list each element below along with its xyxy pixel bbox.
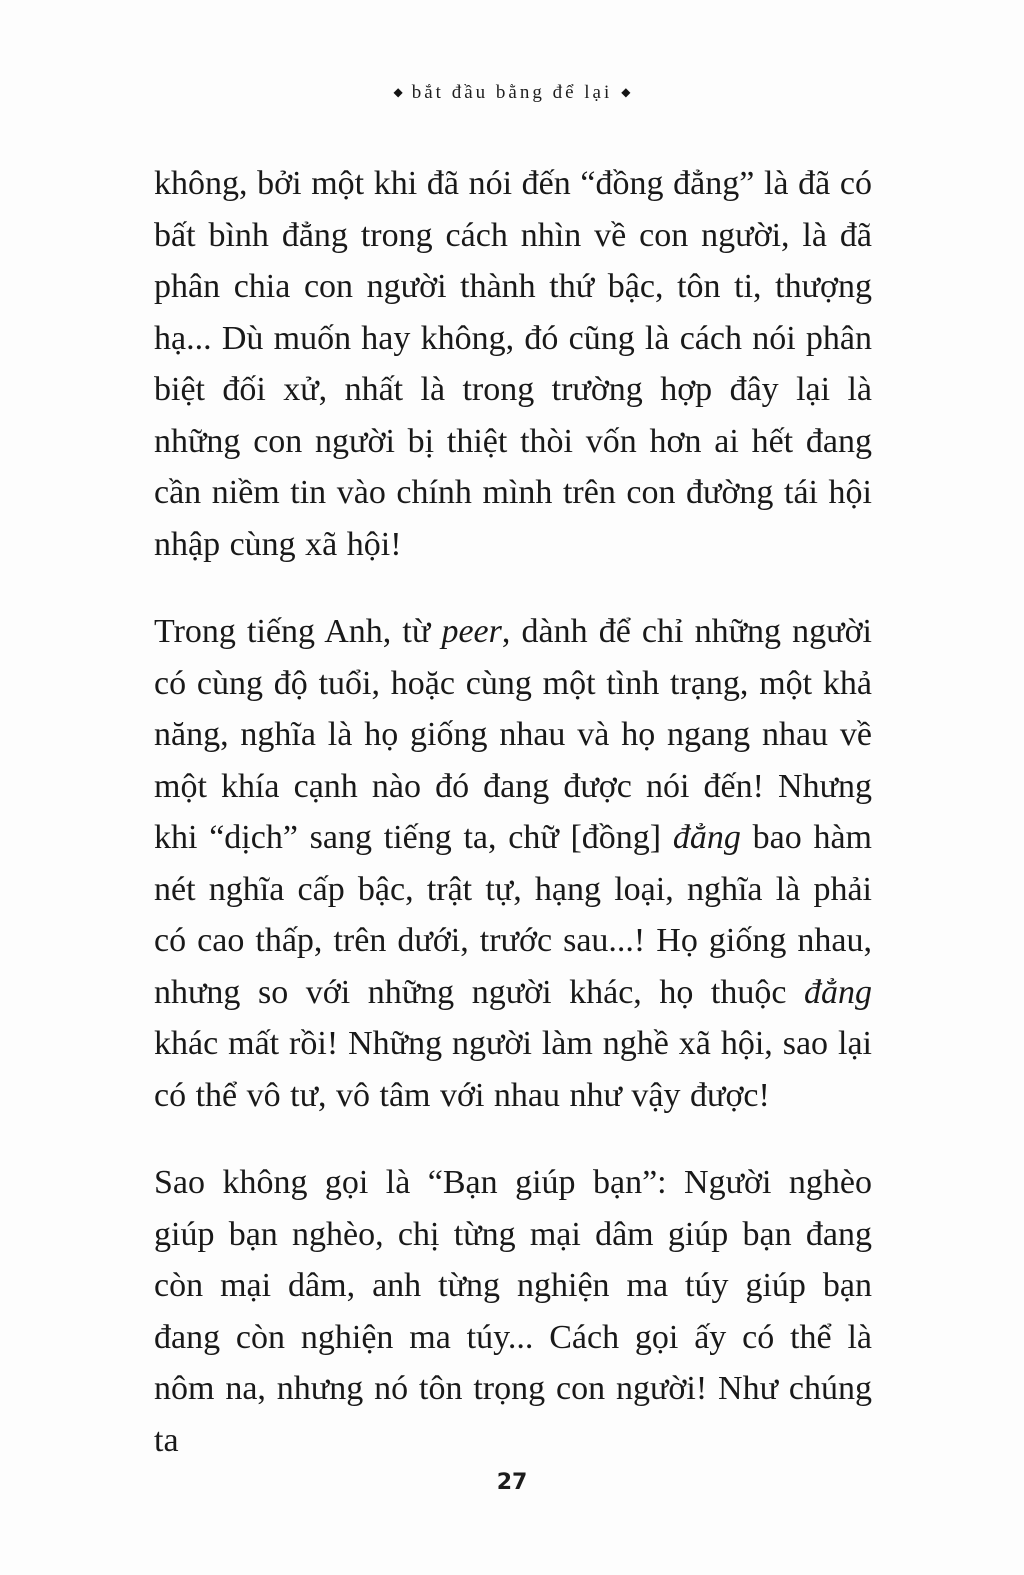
diamond-ornament-left-icon: ◆ xyxy=(393,85,403,99)
text-run: , dành để chỉ những người có cùng độ tuổi, hoặc cùng một tình trạng, một khả năng, nghĩa là họ giống nhau và họ ngang nhau về một khía cạnh nào đó đang được nói đến! Nhưng khi “dịch” sang tiếng ta, chữ [đồng] xyxy=(154,613,873,856)
italic-text-run: peer xyxy=(441,613,502,650)
text-run: khác mất rồi! Những người làm nghề xã hội, sao lại có thể vô tư, vô tâm với nhau như vậy được! xyxy=(154,1025,872,1114)
body-text xyxy=(154,158,872,1502)
text-run: không, bởi một khi đã nói đến “đồng đẳng” là đã có bất bình đẳng trong cách nhìn về con người, là đã phân chia con người thành thứ bậc, tôn ti, thượng hạ... Dù muốn hay không, đó cũng là cách nói phân biệt đối xử, nhất là trong trường hợp đây lại là những con người bị thiệt thòi vốn hơn ai hết đang cần niềm tin vào chính mình trên con đường tái hội nhập cùng xã hội! xyxy=(154,165,872,563)
paragraph xyxy=(154,606,872,1121)
italic-text-run: đẳng xyxy=(804,973,872,1011)
paragraph xyxy=(154,158,872,570)
paragraph xyxy=(154,1157,872,1466)
text-run: Sao không gọi là “Bạn giúp bạn”: Người nghèo giúp bạn nghèo, chị từng mại dâm giúp bạn đang còn mại dâm, anh từng nghiện ma túy giúp bạn đang còn nghiện ma túy... Cách gọi ấy có thể là nôm na, nhưng nó tôn trọng con người! Như chúng ta xyxy=(154,1164,872,1459)
running-header xyxy=(0,82,1024,104)
italic-text-run: đẳng xyxy=(672,819,741,856)
page-number: 27 xyxy=(496,1470,528,1495)
text-run: Trong tiếng Anh, từ xyxy=(154,613,442,650)
running-header-title: bắt đầu bằng để lại xyxy=(411,82,613,103)
text-run: bao hàm nét nghĩa cấp bậc, trật tự, hạng loại, nghĩa là phải có cao thấp, trên dưới, trước sau...! Họ giống nhau, nhưng so với những người khác, họ thuộc xyxy=(154,819,872,1011)
diamond-ornament-right-icon: ◆ xyxy=(621,85,631,99)
